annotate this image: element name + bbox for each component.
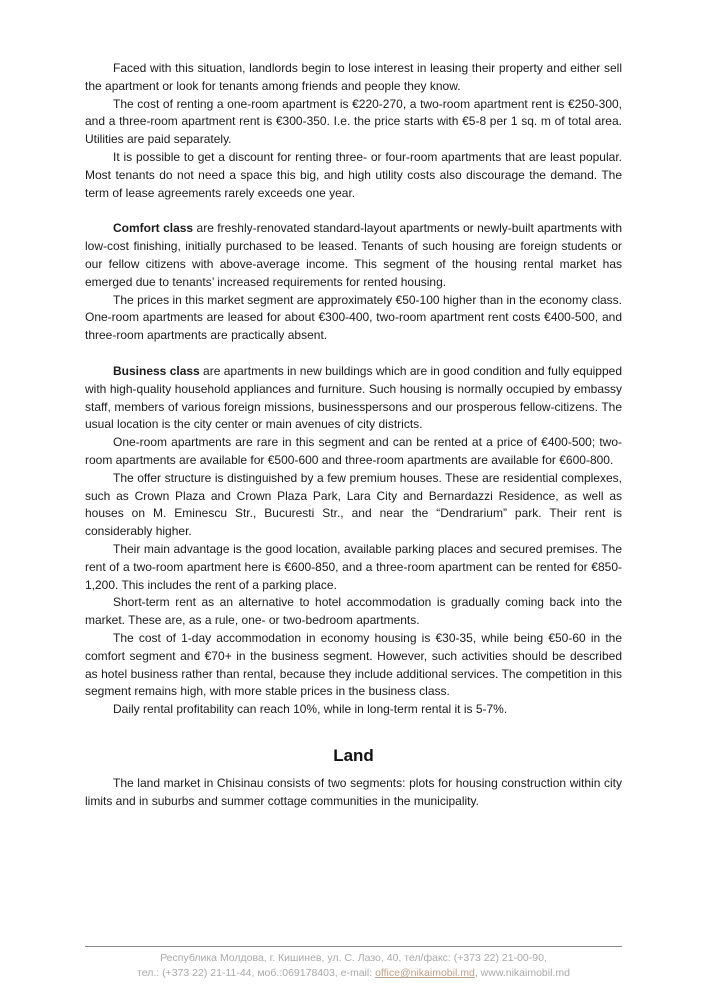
business-class-text: are apartments in new buildings which are in good condition and fully equipped with high-quality household appliances and furniture. Such housing is normally occupied by embassy staff, members of various foreign missions, businesspersons and our prosperous fellow-citizens. The usual location is the city center or main avenues of city districts. [85,363,622,432]
footer-line-1: Республика Молдова, г. Кишинев, ул. С. Лазо, 40, тел/факс: (+373 22) 21-00-90, [160,952,547,964]
paragraph-discount-large-apartments: It is possible to get a discount for renting three- or four-room apartments that are least popular. Most tenants do not need a space this big, and high utility costs also discourage the demand. The term of lease agreements rarely exceeds one year. [85,149,622,200]
footer-website-text: , www.nikaimobil.md [474,967,570,979]
comfort-class-bold-lead: Comfort class [113,221,194,236]
paragraph-offer-structure: The offer structure is distinguished by a few premium houses. These are residential complexes, such as Crown Plaza and Crown Plaza Park, Lara City and Bernardazzi Residence, as well as houses on M. Eminescu Str., Bucuresti Str., and near the “Dendrarium” park. Their rent is considerably higher. [85,470,622,539]
paragraph-land-market: The land market in Chisinau consists of two segments: plots for housing construction within city limits and in suburbs and summer cottage communities in the municipality. [85,775,622,808]
paragraph-one-day-cost: The cost of 1-day accommodation in economy housing is €30-35, while being €50-60 in the comfort segment and €70+ in the business segment. However, such activities should be described as hotel business rather than rental, because they include additional services. The competition in this segment remains high, with more stable prices in the business class. [85,630,622,699]
section-heading-land: Land [333,745,374,765]
document-body [85,60,622,810]
paragraph-faced-with-situation: Faced with this situation, landlords begin to lose interest in leasing their property and either sell the apartment or look for tenants among friends and people they know. [85,61,622,93]
email-link[interactable]: office@nikaimobil.md [375,967,475,979]
comfort-class-text: are freshly-renovated standard-layout apartments or newly-built apartments with low-cost finishing, initially purchased to be leased. Tenants of such housing are foreign students or our fellow citizens with above-average income. This segment of the housing rental market has emerged due to tenants’ increased requirements for rented housing. [85,221,622,289]
business-class-bold-lead: Business class [113,363,200,378]
paragraph-business-one-room: One-room apartments are rare in this segment and can be rented at a price of €400-500; two-room apartments are available for €500-600 and three-room apartments are available for €600-800. [85,435,622,467]
paragraph-daily-profitability: Daily rental profitability can reach 10%, while in long-term rental it is 5-7%. [113,702,508,717]
footer-contacts-text: тел.: (+373 22) 21-11-44, моб.:069178403, e-mail: [137,967,376,979]
footer-line-2 [85,966,622,981]
paragraph-short-term-rent: Short-term rent as an alternative to hotel accommodation is gradually coming back into the market. These are, as a rule, one- or two-bedroom apartments. [85,595,622,628]
page-footer [85,946,622,981]
paragraph-main-advantage: Their main advantage is the good location, available parking places and secured premises. The rent of a two-room apartment here is €600-850, and a three-room apartment can be rented for €850-1,200. This includes the rent of a parking place. [85,541,622,592]
paragraph-comfort-class [85,220,622,291]
paragraph-business-class [85,363,622,434]
paragraph-cost-of-renting: The cost of renting a one-room apartment is €220-270, a two-room apartment rent is €250-300, and a three-room apartment rent is €300-350. I.e. the price starts with €5-8 per 1 sq. m of total area. Utilities are paid separately. [85,96,622,147]
paragraph-comfort-prices: The prices in this market segment are approximately €50-100 higher than in the economy class. One-room apartments are leased for about €300-400, two-room apartment rent costs €400-500, and three-room apartments are practically absent. [85,292,622,343]
